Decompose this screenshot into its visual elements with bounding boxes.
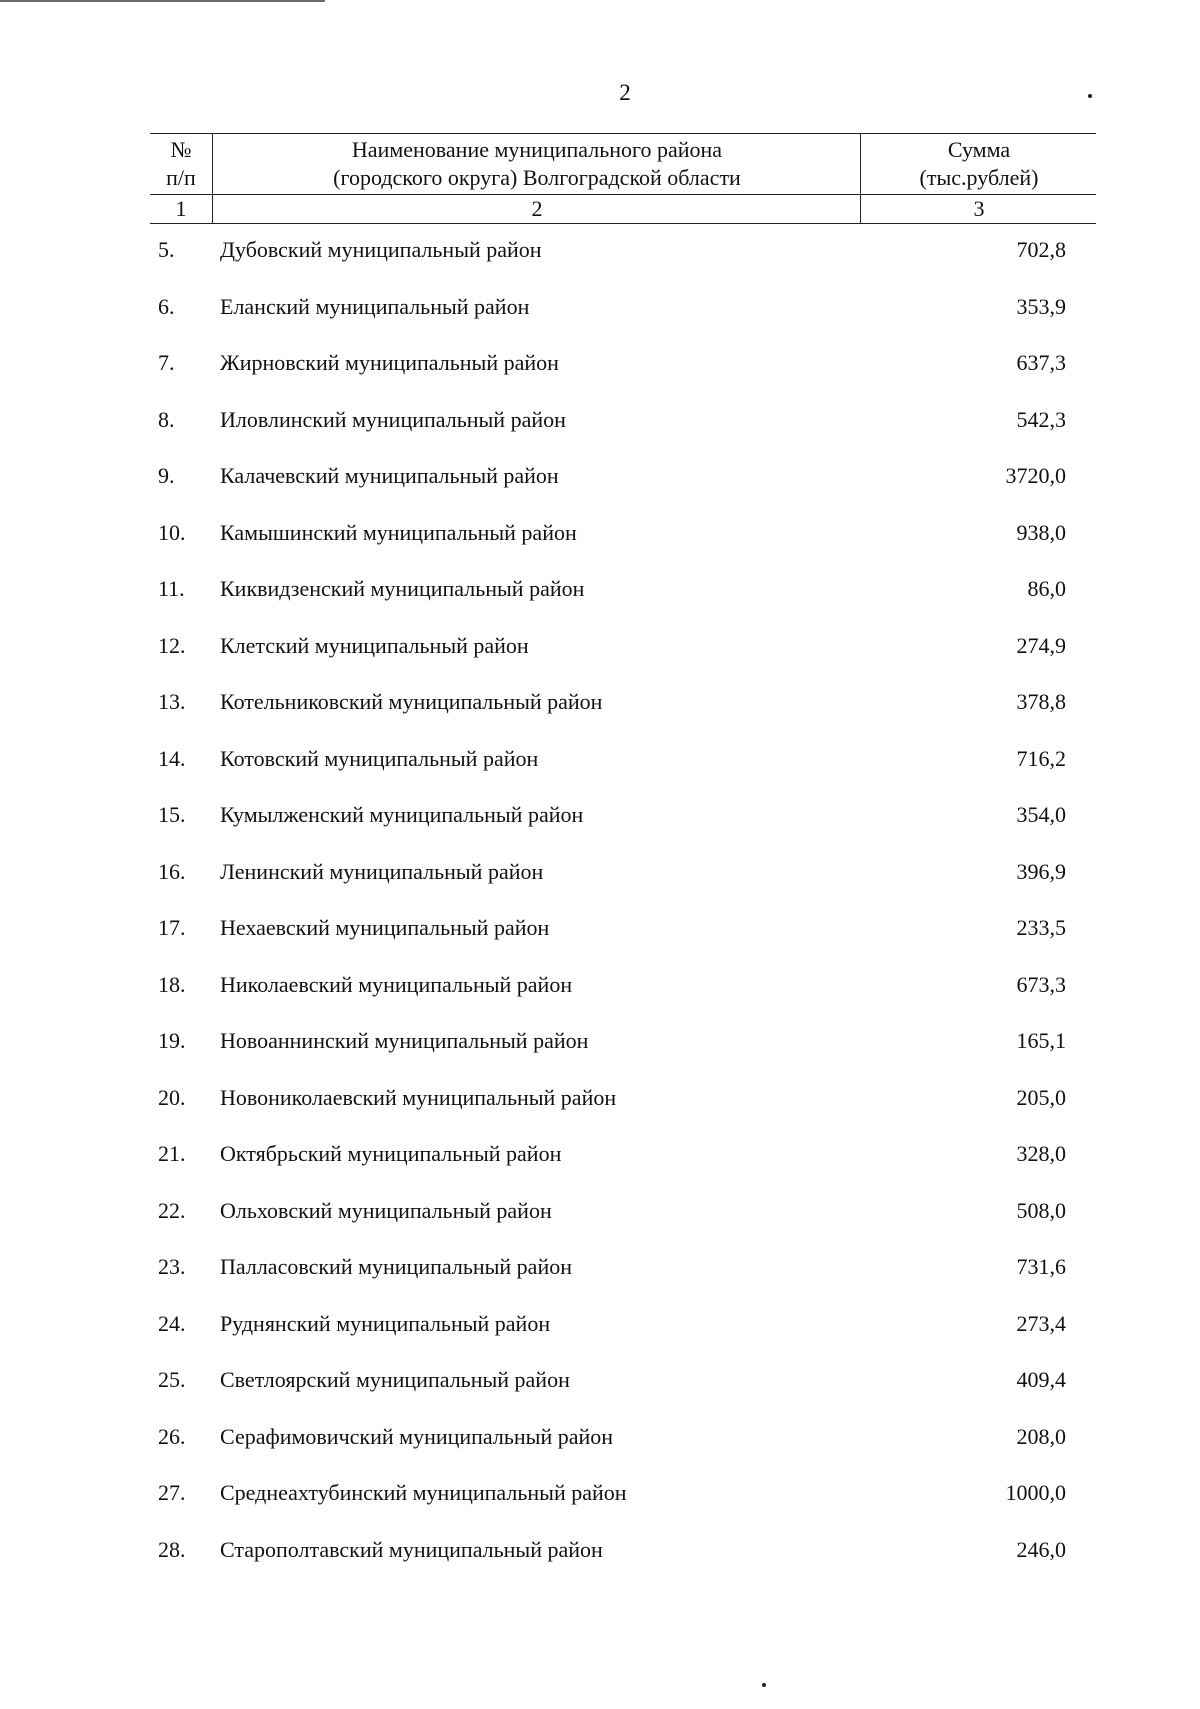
table-row	[150, 733, 1096, 790]
district-name: Новониколаевский муниципальный район	[220, 1084, 617, 1110]
district-name: Киквидзенский муниципальный район	[220, 576, 585, 601]
district-name: Кумылженский муниципальный район	[220, 802, 584, 827]
district-name: Новоаннинский муниципальный район	[220, 1028, 589, 1053]
row-number: 16.	[158, 858, 186, 884]
district-name: Камышинский муниципальный район	[220, 519, 577, 545]
district-name: Ленинский муниципальный район	[220, 858, 544, 884]
header-name-column	[212, 134, 861, 194]
scan-speck	[762, 1683, 766, 1687]
table-body	[150, 224, 1096, 1580]
row-number: 20.	[158, 1084, 186, 1110]
table-row	[150, 337, 1096, 394]
column-number-3: 3	[860, 195, 1097, 223]
row-number: 19.	[158, 1028, 186, 1053]
amount-value: 702,8	[1016, 237, 1066, 262]
amount-value: 208,0	[1016, 1423, 1066, 1449]
row-number: 21.	[158, 1141, 186, 1166]
row-number: 11.	[158, 576, 185, 601]
district-name: Ольховский муниципальный район	[220, 1197, 552, 1223]
district-name: Еланский муниципальный район	[220, 293, 530, 319]
row-number: 8.	[158, 406, 175, 432]
row-number: 6.	[158, 293, 175, 319]
row-number: 23.	[158, 1254, 186, 1279]
table-row	[150, 789, 1096, 846]
row-number: 14.	[158, 745, 186, 771]
district-name: Иловлинский муниципальный район	[220, 406, 566, 432]
district-name: Клетский муниципальный район	[220, 632, 529, 658]
header-number-line-1: №	[170, 137, 192, 162]
amount-value: 86,0	[1027, 576, 1066, 601]
table-row	[150, 1467, 1096, 1524]
district-name: Котовский муниципальный район	[220, 745, 539, 771]
table-row	[150, 1298, 1096, 1355]
district-name: Руднянский муниципальный район	[220, 1310, 551, 1336]
amount-value: 542,3	[1016, 406, 1066, 432]
district-name: Котельниковский муниципальный район	[220, 689, 603, 714]
row-number: 7.	[158, 350, 175, 375]
row-number: 25.	[158, 1367, 186, 1392]
table-row	[150, 620, 1096, 677]
row-number: 13.	[158, 689, 186, 714]
column-number-row	[150, 195, 1096, 224]
amount-value: 165,1	[1016, 1028, 1066, 1053]
table-row	[150, 224, 1096, 281]
table-row	[150, 902, 1096, 959]
table-row	[150, 450, 1096, 507]
table-row	[150, 846, 1096, 903]
row-number: 22.	[158, 1197, 186, 1223]
district-name: Старополтавский муниципальный район	[220, 1536, 603, 1562]
district-name: Светлоярский муниципальный район	[220, 1367, 570, 1392]
row-number: 27.	[158, 1480, 186, 1505]
table-row	[150, 563, 1096, 620]
table-row	[150, 1015, 1096, 1072]
row-number: 28.	[158, 1536, 186, 1562]
district-name: Дубовский муниципальный район	[220, 237, 542, 262]
amount-value: 273,4	[1016, 1310, 1066, 1336]
row-number: 24.	[158, 1310, 186, 1336]
amount-value: 731,6	[1016, 1254, 1066, 1279]
amount-value: 396,9	[1016, 858, 1066, 884]
amount-value: 205,0	[1016, 1084, 1066, 1110]
table-row	[150, 1241, 1096, 1298]
table-row	[150, 676, 1096, 733]
amount-value: 1000,0	[1005, 1480, 1066, 1505]
header-number-column	[150, 134, 212, 194]
column-number-2: 2	[212, 195, 861, 223]
column-number-1: 1	[175, 196, 187, 221]
amount-value: 274,9	[1016, 632, 1066, 658]
budget-table	[150, 133, 1096, 1580]
amount-value: 508,0	[1016, 1197, 1066, 1223]
table-row	[150, 394, 1096, 451]
district-name: Нехаевский муниципальный район	[220, 915, 550, 940]
amount-value: 938,0	[1016, 519, 1066, 545]
table-row	[150, 1072, 1096, 1129]
district-name: Николаевский муниципальный район	[220, 971, 573, 997]
scan-edge-line	[0, 0, 325, 2]
amount-value: 354,0	[1016, 802, 1066, 827]
row-number: 15.	[158, 802, 186, 827]
table-row	[150, 1411, 1096, 1468]
table-header	[150, 133, 1096, 195]
amount-value: 673,3	[1016, 971, 1066, 997]
header-number-line-2: п/п	[166, 165, 196, 190]
amount-value: 246,0	[1016, 1536, 1066, 1562]
row-number: 12.	[158, 632, 186, 658]
amount-value: 3720,0	[1005, 463, 1066, 488]
district-name: Палласовский муниципальный район	[220, 1254, 572, 1279]
table-row	[150, 1524, 1096, 1581]
header-sum-line-2: (тыс.рублей)	[919, 165, 1039, 190]
table-row	[150, 1128, 1096, 1185]
table-row	[150, 1185, 1096, 1242]
header-name-line-2: (городского округа) Волгоградской области	[333, 165, 741, 190]
amount-value: 378,8	[1016, 689, 1066, 714]
table-row	[150, 507, 1096, 564]
district-name: Октябрьский муниципальный район	[220, 1141, 562, 1166]
row-number: 10.	[158, 519, 186, 545]
district-name: Жирновский муниципальный район	[220, 350, 559, 375]
district-name: Серафимовичский муниципальный район	[220, 1423, 614, 1449]
district-name: Калачевский муниципальный район	[220, 463, 559, 488]
page-number: 2	[619, 80, 631, 105]
header-sum-line-1: Сумма	[947, 137, 1011, 162]
amount-value: 353,9	[1016, 293, 1066, 319]
amount-value: 409,4	[1016, 1367, 1066, 1392]
amount-value: 637,3	[1016, 350, 1066, 375]
amount-value: 328,0	[1016, 1141, 1066, 1166]
scan-speck	[1088, 94, 1092, 98]
amount-value: 716,2	[1016, 745, 1066, 771]
row-number: 9.	[158, 463, 175, 488]
amount-value: 233,5	[1016, 915, 1066, 940]
table-row	[150, 1354, 1096, 1411]
row-number: 17.	[158, 915, 186, 940]
row-number: 18.	[158, 971, 186, 997]
header-sum-column	[860, 134, 1097, 194]
row-number: 5.	[158, 237, 175, 262]
row-number: 26.	[158, 1423, 186, 1449]
table-row	[150, 959, 1096, 1016]
table-row	[150, 281, 1096, 338]
district-name: Среднеахтубинский муниципальный район	[220, 1480, 627, 1505]
header-name-line-1: Наименование муниципального района	[351, 137, 723, 162]
